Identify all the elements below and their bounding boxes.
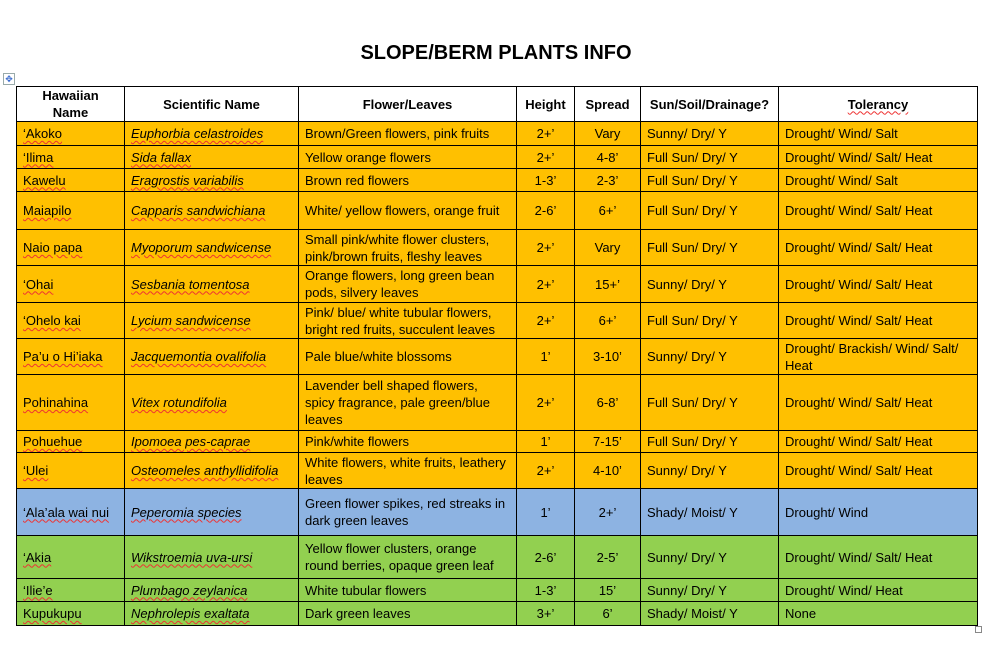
scientific-name-cell — [125, 303, 299, 339]
flower-leaves-cell — [299, 602, 517, 626]
flower-leaves-cell — [299, 579, 517, 602]
tolerancy-cell-text: Drought/ Brackish/ Wind/ Salt/ Heat — [785, 340, 959, 373]
hawaiian-name-cell-text: ‘Ilie’e — [23, 582, 53, 598]
tolerancy-cell-text: Drought/ Wind/ Heat — [785, 582, 903, 598]
height-cell — [517, 192, 575, 230]
tolerancy-cell-text: Drought/ Wind/ Salt/ Heat — [785, 149, 933, 165]
height-cell-text: 2+’ — [536, 463, 555, 478]
table-row — [17, 489, 978, 536]
spread-cell — [575, 192, 641, 230]
height-cell-text: 1-3’ — [534, 582, 557, 598]
sun-soil-drainage-cell-text: Sunny/ Dry/ Y — [647, 582, 727, 598]
height-cell — [517, 489, 575, 536]
flower-leaves-cell-text: Pink/white flowers — [305, 434, 410, 449]
hawaiian-name-cell — [17, 339, 125, 375]
scientific-name-cell-text: Peperomia species — [131, 504, 242, 520]
sun-soil-drainage-cell — [641, 489, 779, 536]
sun-soil-drainage-cell-text: Full Sun/ Dry/ Y — [647, 313, 738, 328]
flower-leaves-cell-text: Brown/Green flowers, pink fruits — [305, 126, 490, 141]
spread-cell — [575, 489, 641, 536]
scientific-name-cell-text: Sesbania tomentosa — [131, 276, 250, 292]
table-row — [17, 453, 978, 489]
spread-cell-text: 2+’ — [598, 504, 617, 520]
tolerancy-cell-text: Drought/ Wind/ Salt/ Heat — [785, 313, 933, 328]
sun-soil-drainage-cell-text: Full Sun/ Dry/ Y — [647, 434, 738, 449]
tolerancy-cell-text: Drought/ Wind/ Salt — [785, 172, 898, 188]
spread-cell-text: 6+’ — [598, 203, 617, 218]
spread-cell-text: 2-5’ — [596, 549, 619, 565]
flower-leaves-cell — [299, 489, 517, 536]
height-cell — [517, 536, 575, 579]
flower-leaves-cell — [299, 266, 517, 303]
tolerancy-cell-text: Drought/ Wind/ Salt/ Heat — [785, 395, 933, 410]
tolerancy-cell — [779, 431, 978, 453]
tolerancy-cell — [779, 602, 978, 626]
tolerancy-cell — [779, 230, 978, 266]
sun-soil-drainage-cell — [641, 192, 779, 230]
height-cell-text: 1’ — [540, 434, 551, 449]
sun-soil-drainage-cell-text: Shady/ Moist/ Y — [647, 504, 738, 520]
height-cell — [517, 122, 575, 146]
height-cell-text: 2+’ — [536, 240, 555, 255]
flower-leaves-cell-text: Dark green leaves — [305, 606, 411, 621]
scientific-name-cell — [125, 146, 299, 169]
flower-leaves-cell-text: Yellow flower clusters, orange round berries, opaque green leaf — [305, 541, 494, 573]
scientific-name-cell — [125, 431, 299, 453]
tolerancy-cell-text: Drought/ Wind/ Salt/ Heat — [785, 549, 933, 565]
scientific-name-cell-text: Osteomeles anthyllidifolia — [131, 463, 279, 478]
hawaiian-name-cell-text: Kawelu — [23, 172, 66, 188]
table-move-handle-icon[interactable]: ✥ — [3, 73, 15, 85]
hawaiian-name-cell-text: Pa’u o Hi’iaka — [23, 349, 103, 364]
flower-leaves-cell-text: White flowers, white fruits, leathery leaves — [305, 454, 506, 487]
height-cell — [517, 453, 575, 489]
height-cell — [517, 169, 575, 192]
height-cell — [517, 602, 575, 626]
spread-cell-text: 15+’ — [595, 276, 620, 292]
hawaiian-name-cell-text: ‘Ulei — [23, 463, 49, 478]
hawaiian-name-cell-text: Kupukupu — [23, 606, 82, 621]
spread-cell — [575, 453, 641, 489]
sun-soil-drainage-cell-text: Sunny/ Dry/ Y — [647, 549, 727, 565]
spread-cell — [575, 230, 641, 266]
hawaiian-name-cell — [17, 266, 125, 303]
hawaiian-name-cell-text: ‘Ohelo kai — [23, 313, 81, 328]
scientific-name-cell — [125, 579, 299, 602]
hawaiian-name-cell-text: Maiapilo — [23, 203, 72, 218]
hawaiian-name-cell — [17, 453, 125, 489]
tolerancy-cell — [779, 536, 978, 579]
height-cell-text: 2+’ — [536, 126, 555, 141]
sun-soil-drainage-cell — [641, 536, 779, 579]
scientific-name-cell — [125, 375, 299, 431]
scientific-name-cell — [125, 489, 299, 536]
hawaiian-name-cell — [17, 230, 125, 266]
sun-soil-drainage-cell-text: Full Sun/ Dry/ Y — [647, 203, 738, 218]
flower-leaves-cell — [299, 375, 517, 431]
header-scientific-name: Scientific Name — [125, 87, 299, 122]
flower-leaves-cell — [299, 192, 517, 230]
flower-leaves-cell — [299, 431, 517, 453]
height-cell-text: 2+’ — [536, 276, 555, 292]
scientific-name-cell-text: Ipomoea pes-caprae — [131, 434, 251, 449]
scientific-name-cell-text: Sida fallax — [131, 149, 191, 165]
scientific-name-cell-text: Lycium sandwicense — [131, 313, 251, 328]
spread-cell — [575, 169, 641, 192]
height-cell — [517, 303, 575, 339]
height-cell — [517, 339, 575, 375]
sun-soil-drainage-cell — [641, 431, 779, 453]
header-hawaiian-name: Hawaiian Name — [17, 87, 125, 122]
table-row — [17, 192, 978, 230]
spread-cell-text: 6’ — [602, 606, 613, 621]
spread-cell-text: 15’ — [598, 582, 617, 598]
height-cell-text: 2-6’ — [534, 549, 557, 565]
flower-leaves-cell — [299, 169, 517, 192]
scientific-name-cell-text: Wikstroemia uva-ursi — [131, 549, 253, 565]
flower-leaves-cell-text: Small pink/white flower clusters, pink/brown fruits, fleshy leaves — [305, 231, 490, 264]
sun-soil-drainage-cell — [641, 122, 779, 146]
sun-soil-drainage-cell — [641, 375, 779, 431]
header-spread: Spread — [575, 87, 641, 122]
height-cell — [517, 230, 575, 266]
table-row — [17, 339, 978, 375]
hawaiian-name-cell — [17, 169, 125, 192]
tolerancy-cell-text: Drought/ Wind/ Salt/ Heat — [785, 434, 933, 449]
height-cell — [517, 579, 575, 602]
height-cell — [517, 431, 575, 453]
hawaiian-name-cell — [17, 303, 125, 339]
table-row — [17, 122, 978, 146]
flower-leaves-cell-text: Brown red flowers — [305, 172, 410, 188]
spread-cell-text: 4-10’ — [593, 463, 622, 478]
scientific-name-cell-text: Eragrostis variabilis — [131, 172, 244, 188]
hawaiian-name-cell-text: Pohuehue — [23, 434, 83, 449]
scientific-name-cell — [125, 230, 299, 266]
scientific-name-cell-text: Vitex rotundifolia — [131, 395, 227, 410]
table-row — [17, 536, 978, 579]
flower-leaves-cell-text: Orange flowers, long green bean pods, silvery leaves — [305, 268, 495, 300]
flower-leaves-cell — [299, 339, 517, 375]
table-row — [17, 375, 978, 431]
scientific-name-cell-text: Jacquemontia ovalifolia — [131, 349, 267, 364]
table-row — [17, 266, 978, 303]
tolerancy-cell — [779, 169, 978, 192]
flower-leaves-cell — [299, 146, 517, 169]
scientific-name-cell-text: Plumbago zeylanica — [131, 582, 248, 598]
hawaiian-name-cell-text: ‘Akoko — [23, 126, 63, 141]
sun-soil-drainage-cell-text: Sunny/ Dry/ Y — [647, 276, 727, 292]
header-tolerancy: Tolerancy — [779, 87, 978, 122]
sun-soil-drainage-cell — [641, 303, 779, 339]
tolerancy-cell-text: Drought/ Wind — [785, 504, 869, 520]
flower-leaves-cell-text: Yellow orange flowers — [305, 149, 431, 165]
sun-soil-drainage-cell — [641, 339, 779, 375]
flower-leaves-cell-text: Green flower spikes, red streaks in dark green leaves — [305, 496, 506, 528]
hawaiian-name-cell — [17, 192, 125, 230]
table-resize-handle[interactable] — [975, 626, 982, 633]
sun-soil-drainage-cell — [641, 266, 779, 303]
table-row — [17, 579, 978, 602]
tolerancy-cell — [779, 375, 978, 431]
sun-soil-drainage-cell-text: Full Sun/ Dry/ Y — [647, 149, 738, 165]
table-row — [17, 431, 978, 453]
height-cell-text: 2+’ — [536, 313, 555, 328]
spread-cell — [575, 431, 641, 453]
hawaiian-name-cell — [17, 602, 125, 626]
tolerancy-cell — [779, 489, 978, 536]
scientific-name-cell — [125, 339, 299, 375]
hawaiian-name-cell-text: ‘Ohai — [23, 276, 54, 292]
scientific-name-cell-text: Euphorbia celastroides — [131, 126, 264, 141]
hawaiian-name-cell — [17, 375, 125, 431]
spread-cell — [575, 579, 641, 602]
header-sun-soil-drainage: Sun/Soil/Drainage? — [641, 87, 779, 122]
scientific-name-cell — [125, 169, 299, 192]
spread-cell-text: 6+’ — [598, 313, 617, 328]
spread-cell — [575, 602, 641, 626]
flower-leaves-cell — [299, 453, 517, 489]
spread-cell-text: 3-10’ — [593, 349, 622, 364]
sun-soil-drainage-cell — [641, 146, 779, 169]
tolerancy-cell-text: None — [785, 606, 817, 621]
hawaiian-name-cell — [17, 579, 125, 602]
tolerancy-cell — [779, 303, 978, 339]
spread-cell — [575, 122, 641, 146]
height-cell — [517, 266, 575, 303]
spread-cell-text: Vary — [594, 126, 621, 141]
tolerancy-cell-text: Drought/ Wind/ Salt/ Heat — [785, 240, 933, 255]
sun-soil-drainage-cell-text: Full Sun/ Dry/ Y — [647, 172, 738, 188]
table-row — [17, 602, 978, 626]
scientific-name-cell — [125, 453, 299, 489]
scientific-name-cell — [125, 122, 299, 146]
spread-cell — [575, 339, 641, 375]
height-cell-text: 1-3’ — [534, 172, 557, 188]
table-row — [17, 169, 978, 192]
hawaiian-name-cell-text: ‘Ala’ala wai nui — [23, 504, 109, 520]
scientific-name-cell — [125, 602, 299, 626]
flower-leaves-cell-text: White/ yellow flowers, orange fruit — [305, 203, 500, 218]
spread-cell-text: 4-8’ — [596, 149, 619, 165]
sun-soil-drainage-cell — [641, 579, 779, 602]
scientific-name-cell — [125, 192, 299, 230]
height-cell-text: 1’ — [540, 349, 551, 364]
height-cell-text: 2+’ — [536, 149, 555, 165]
height-cell — [517, 375, 575, 431]
height-cell-text: 1’ — [540, 504, 551, 520]
spread-cell — [575, 266, 641, 303]
table-row — [17, 303, 978, 339]
spread-cell-text: Vary — [594, 240, 621, 255]
tolerancy-cell — [779, 192, 978, 230]
flower-leaves-cell-text: Pink/ blue/ white tubular flowers, bright red fruits, succulent leaves — [305, 304, 496, 337]
height-cell-text: 2-6’ — [534, 203, 557, 218]
tolerancy-cell — [779, 339, 978, 375]
flower-leaves-cell — [299, 122, 517, 146]
hawaiian-name-cell-text: ‘Ilima — [23, 149, 54, 165]
spread-cell — [575, 375, 641, 431]
sun-soil-drainage-cell-text: Sunny/ Dry/ Y — [647, 463, 727, 478]
tolerancy-cell — [779, 579, 978, 602]
hawaiian-name-cell — [17, 536, 125, 579]
spread-cell — [575, 146, 641, 169]
flower-leaves-cell — [299, 536, 517, 579]
height-cell-text: 3+’ — [536, 606, 555, 621]
page-title: SLOPE/BERM PLANTS INFO — [360, 42, 632, 64]
flower-leaves-cell — [299, 303, 517, 339]
height-cell — [517, 146, 575, 169]
tolerancy-cell-text: Drought/ Wind/ Salt/ Heat — [785, 276, 933, 292]
sun-soil-drainage-cell-text: Sunny/ Dry/ Y — [647, 349, 727, 364]
sun-soil-drainage-cell — [641, 230, 779, 266]
scientific-name-cell-text: Capparis sandwichiana — [131, 203, 266, 218]
tolerancy-cell — [779, 453, 978, 489]
tolerancy-cell-text: Drought/ Wind/ Salt — [785, 126, 898, 141]
hawaiian-name-cell-text: Naio papa — [23, 240, 83, 255]
scientific-name-cell — [125, 536, 299, 579]
sun-soil-drainage-cell-text: Full Sun/ Dry/ Y — [647, 395, 738, 410]
sun-soil-drainage-cell — [641, 453, 779, 489]
plants-table — [16, 86, 978, 626]
sun-soil-drainage-cell-text: Sunny/ Dry/ Y — [647, 126, 727, 141]
sun-soil-drainage-cell — [641, 169, 779, 192]
header-height: Height — [517, 87, 575, 122]
hawaiian-name-cell — [17, 431, 125, 453]
flower-leaves-cell-text: Pale blue/white blossoms — [305, 349, 452, 364]
scientific-name-cell-text: Myoporum sandwicense — [131, 240, 272, 255]
spread-cell-text: 2-3’ — [596, 172, 619, 188]
header-row — [17, 87, 978, 122]
flower-leaves-cell-text: Lavender bell shaped flowers, spicy fragrance, pale green/blue leaves — [305, 378, 491, 427]
hawaiian-name-cell — [17, 146, 125, 169]
flower-leaves-cell — [299, 230, 517, 266]
hawaiian-name-cell-text: ‘Akia — [23, 549, 52, 565]
spread-cell-text: 6-8’ — [596, 395, 619, 410]
hawaiian-name-cell — [17, 489, 125, 536]
height-cell-text: 2+’ — [536, 395, 555, 410]
scientific-name-cell — [125, 266, 299, 303]
hawaiian-name-cell-text: Pohinahina — [23, 395, 89, 410]
spread-cell — [575, 536, 641, 579]
spread-cell-text: 7-15’ — [593, 434, 622, 449]
tolerancy-cell — [779, 122, 978, 146]
tolerancy-cell-text: Drought/ Wind/ Salt/ Heat — [785, 203, 933, 218]
table-row — [17, 146, 978, 169]
hawaiian-name-cell — [17, 122, 125, 146]
spread-cell — [575, 303, 641, 339]
flower-leaves-cell-text: White tubular flowers — [305, 582, 427, 598]
tolerancy-cell — [779, 146, 978, 169]
header-flower-leaves: Flower/Leaves — [299, 87, 517, 122]
scientific-name-cell-text: Nephrolepis exaltata — [131, 606, 250, 621]
tolerancy-cell — [779, 266, 978, 303]
sun-soil-drainage-cell — [641, 602, 779, 626]
table-row — [17, 230, 978, 266]
sun-soil-drainage-cell-text: Full Sun/ Dry/ Y — [647, 240, 738, 255]
tolerancy-cell-text: Drought/ Wind/ Salt/ Heat — [785, 463, 933, 478]
sun-soil-drainage-cell-text: Shady/ Moist/ Y — [647, 606, 738, 621]
